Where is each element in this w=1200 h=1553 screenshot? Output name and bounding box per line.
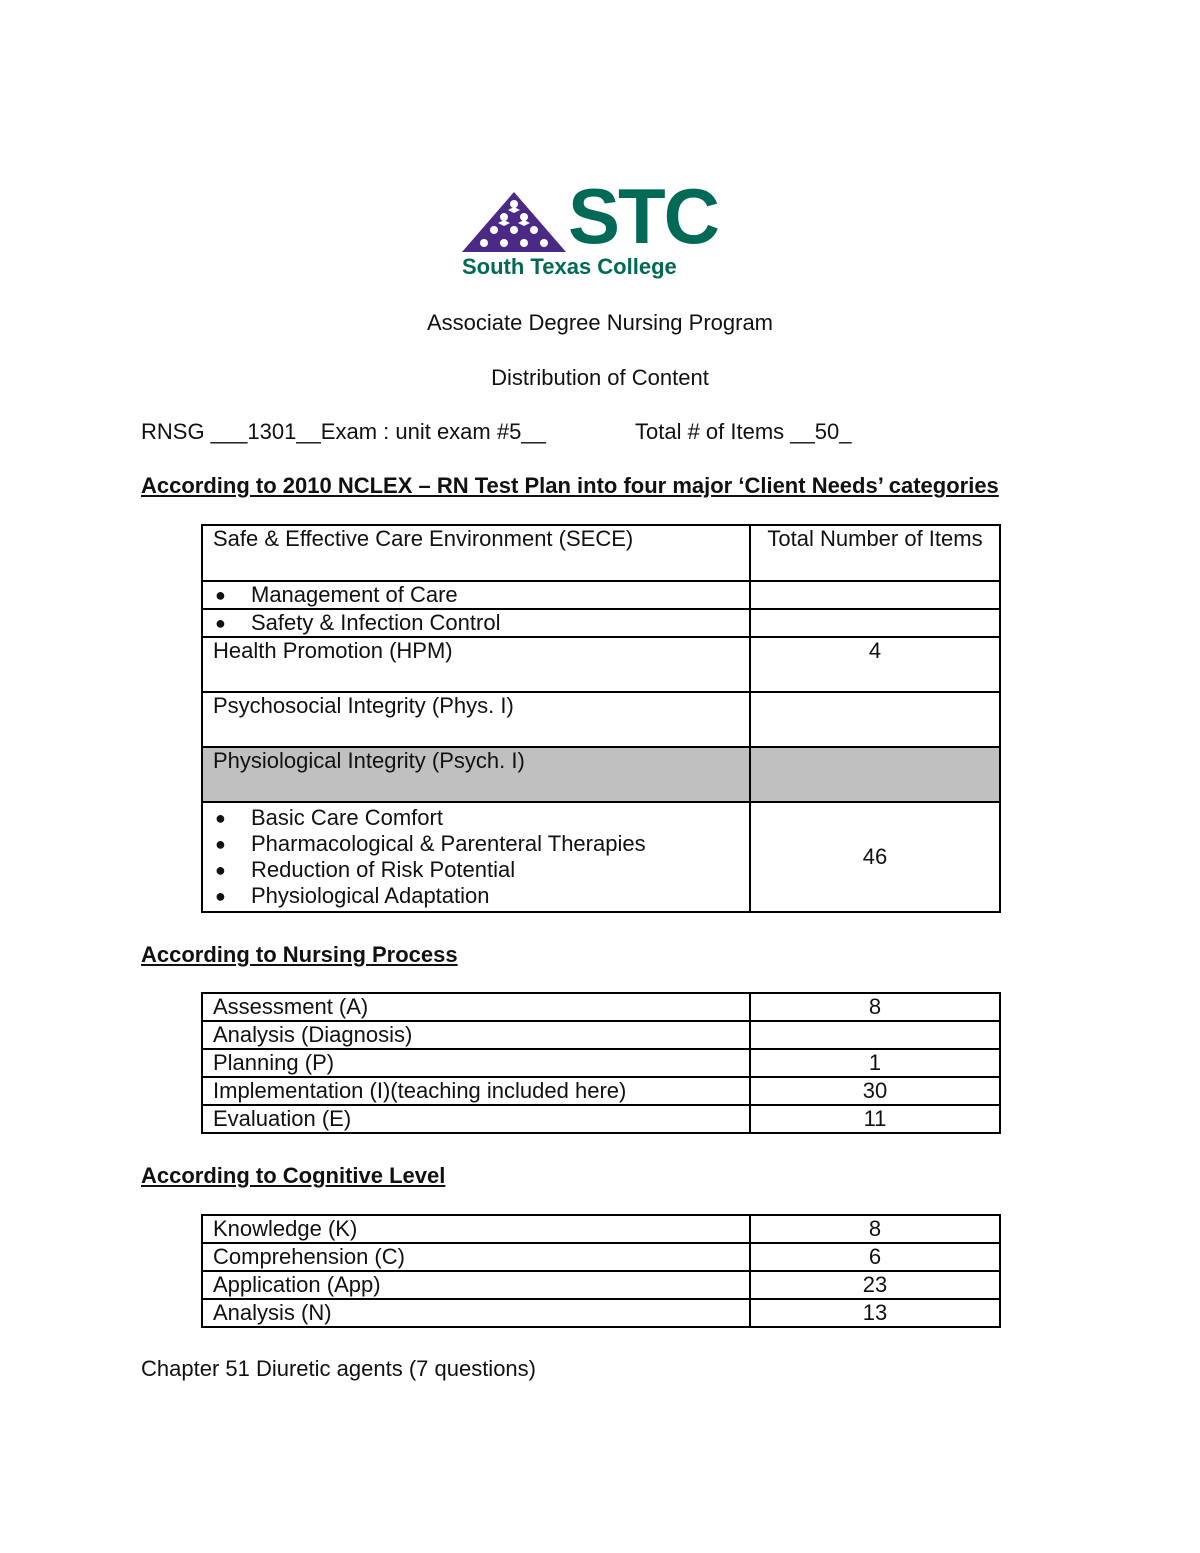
sub-item: Pharmacological & Parenteral Therapies bbox=[251, 831, 646, 856]
bullet-icon: ● bbox=[215, 613, 226, 633]
table-row bbox=[202, 1271, 1000, 1299]
psychosocial-label: Psychosocial Integrity (Phys. I) bbox=[202, 692, 750, 747]
table-row bbox=[202, 692, 1000, 747]
table-row bbox=[202, 1077, 1000, 1105]
table-row bbox=[202, 637, 1000, 692]
bullet-icon: ● bbox=[215, 808, 226, 828]
cognitive-label: Comprehension (C) bbox=[202, 1243, 750, 1271]
physiological-label: Physiological Integrity (Psych. I) bbox=[202, 747, 750, 802]
process-value bbox=[750, 1021, 1000, 1049]
sub-item: Reduction of Risk Potential bbox=[251, 857, 516, 882]
process-label: Implementation (I)(teaching included here) bbox=[202, 1077, 750, 1105]
logo-wordmark: STC bbox=[568, 172, 718, 260]
table-row bbox=[202, 525, 1000, 581]
bullet-icon: ● bbox=[215, 834, 226, 854]
table-row bbox=[202, 993, 1000, 1021]
health-promotion-label: Health Promotion (HPM) bbox=[202, 637, 750, 692]
process-label: Planning (P) bbox=[202, 1049, 750, 1077]
table-row bbox=[202, 1021, 1000, 1049]
cognitive-value: 23 bbox=[750, 1271, 1000, 1299]
sece-header: Safe & Effective Care Environment (SECE) bbox=[202, 525, 750, 581]
cognitive-value: 8 bbox=[750, 1215, 1000, 1243]
chapter-note: Chapter 51 Diuretic agents (7 questions) bbox=[141, 1356, 536, 1381]
physiological-value bbox=[750, 747, 1000, 802]
total-items: Total # of Items __50_ bbox=[635, 419, 852, 444]
nursing-process-heading: According to Nursing Process bbox=[141, 942, 458, 967]
sub-item: Basic Care Comfort bbox=[251, 805, 443, 830]
table-row bbox=[202, 802, 1000, 912]
document-subtitle: Distribution of Content bbox=[491, 365, 709, 390]
cognitive-level-table bbox=[201, 1214, 1001, 1328]
table-row bbox=[202, 1049, 1000, 1077]
psychosocial-value bbox=[750, 692, 1000, 747]
physiological-subtotal: 46 bbox=[750, 802, 1000, 912]
exam-line: RNSG ___1301__Exam : unit exam #5__ bbox=[141, 419, 546, 444]
total-items-header: Total Number of Items bbox=[750, 525, 1000, 581]
process-value: 1 bbox=[750, 1049, 1000, 1077]
bullet-icon: ● bbox=[215, 860, 226, 880]
cognitive-value: 13 bbox=[750, 1299, 1000, 1327]
table-row bbox=[202, 1215, 1000, 1243]
nclex-heading: According to 2010 NCLEX – RN Test Plan into four major ‘Client Needs’ categories bbox=[141, 473, 999, 498]
process-value: 8 bbox=[750, 993, 1000, 1021]
process-value: 11 bbox=[750, 1105, 1000, 1133]
table-row bbox=[202, 581, 1000, 609]
logo-college-name: South Texas College bbox=[462, 254, 677, 279]
program-title: Associate Degree Nursing Program bbox=[426, 310, 774, 335]
bullet-icon: ● bbox=[215, 585, 226, 605]
health-promotion-value: 4 bbox=[750, 637, 1000, 692]
sub-item: Physiological Adaptation bbox=[251, 883, 490, 908]
table-row bbox=[202, 1299, 1000, 1327]
cognitive-label: Application (App) bbox=[202, 1271, 750, 1299]
cognitive-label: Analysis (N) bbox=[202, 1299, 750, 1327]
client-needs-table bbox=[201, 524, 1001, 913]
process-label: Assessment (A) bbox=[202, 993, 750, 1021]
process-label: Evaluation (E) bbox=[202, 1105, 750, 1133]
table-row bbox=[202, 747, 1000, 802]
table-row bbox=[202, 609, 1000, 637]
management-of-care-label: Management of Care bbox=[251, 582, 458, 607]
process-value: 30 bbox=[750, 1077, 1000, 1105]
college-logo bbox=[462, 172, 742, 285]
table-row bbox=[202, 1105, 1000, 1133]
cognitive-level-heading: According to Cognitive Level bbox=[141, 1163, 446, 1188]
bullet-icon: ● bbox=[215, 886, 226, 906]
nursing-process-table bbox=[201, 992, 1001, 1134]
safety-infection-label: Safety & Infection Control bbox=[251, 610, 501, 635]
process-label: Analysis (Diagnosis) bbox=[202, 1021, 750, 1049]
cognitive-label: Knowledge (K) bbox=[202, 1215, 750, 1243]
table-row bbox=[202, 1243, 1000, 1271]
cognitive-value: 6 bbox=[750, 1243, 1000, 1271]
